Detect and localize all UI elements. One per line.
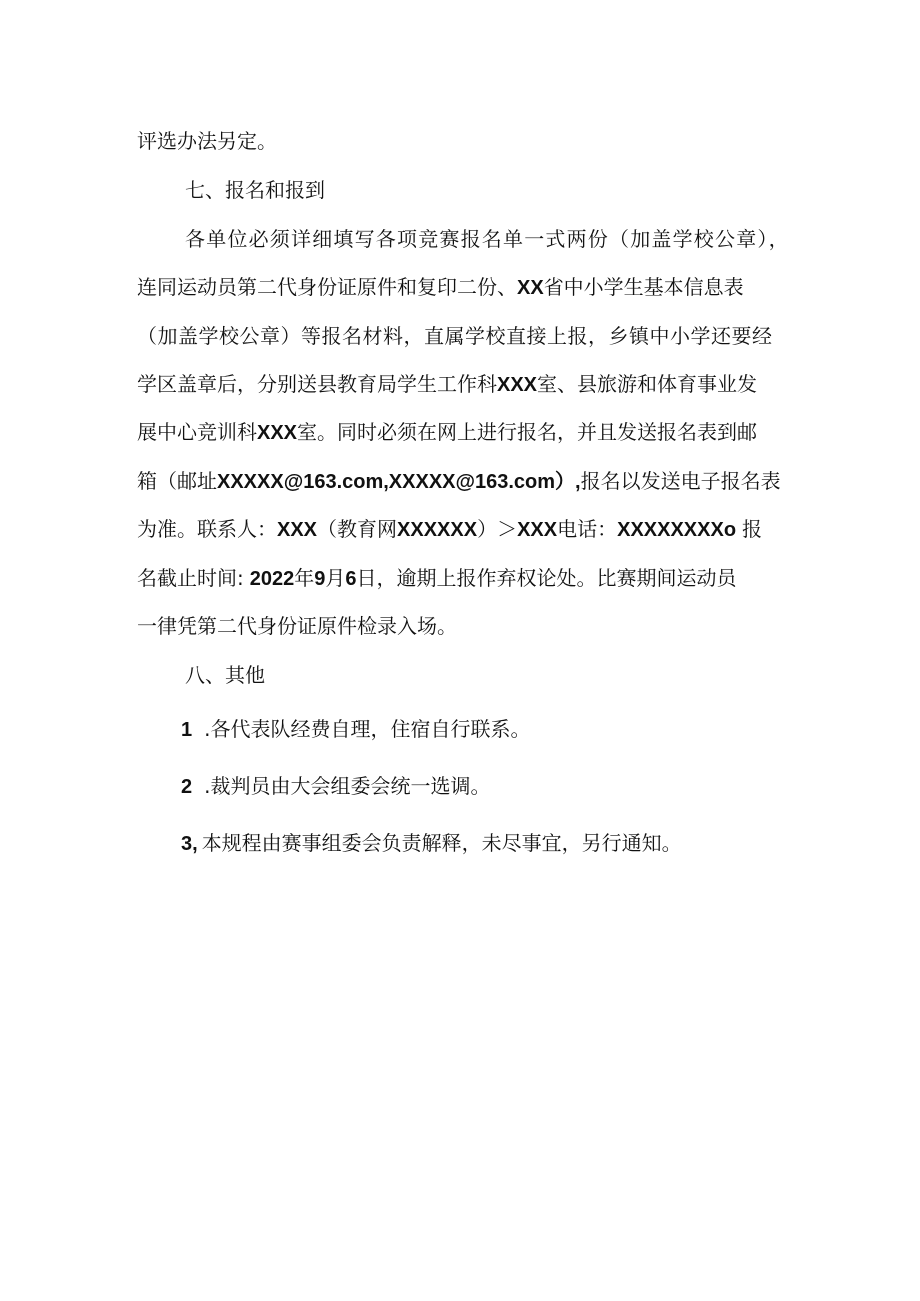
item-number: 3, <box>181 833 198 855</box>
section-7-line-4 <box>137 370 920 399</box>
section-8-item-2 <box>181 772 920 801</box>
text-line: 一律凭第二代身份证原件检录入场。 <box>137 614 457 638</box>
placeholder-text: XXX <box>277 519 318 541</box>
text-run: 箱（邮址 <box>137 469 217 493</box>
item-text: .各代表队经费自理，住宿自行联系。 <box>204 717 531 741</box>
item-text: .裁判员由大会组委会统一选调。 <box>204 774 491 798</box>
text-run: ）＞ <box>477 517 518 541</box>
section-8-item-1 <box>181 715 920 744</box>
placeholder-text: XXX <box>497 374 538 396</box>
section-7-line-5 <box>137 418 920 447</box>
section-7-line-8 <box>137 564 920 593</box>
placeholder-text: XXX <box>257 422 298 444</box>
month-text: 9 <box>314 568 326 590</box>
text-run: 室。同时必须在网上进行报名，并且发送报名表到邮 <box>297 420 758 444</box>
section-7-line-1 <box>185 225 920 253</box>
item-number: 2 <box>181 776 193 798</box>
text-run: 月 <box>325 566 346 590</box>
placeholder-text: XXXXXX <box>397 519 478 541</box>
text-run: 日，逾期上报作弃权论处。比赛期间运动员 <box>356 566 737 590</box>
day-text: 6 <box>345 568 357 590</box>
heading-text: 七、报名和报到 <box>185 178 325 202</box>
section-7-line-7 <box>137 515 920 544</box>
text-run: 电话： <box>557 517 618 541</box>
text-line: 评选办法另定。 <box>137 129 277 153</box>
text-run: 展中心竞训科 <box>137 420 257 444</box>
section-7-line-9 <box>137 612 920 640</box>
text-run: 为准。联系人： <box>137 517 277 541</box>
item-number: 1 <box>181 719 193 741</box>
text-run: 连同运动员第二代身份证原件和复印二份、 <box>137 275 517 299</box>
text-line: 各单位必须详细填写各项竞赛报名单一式两份（加盖学校公章）， <box>185 227 790 251</box>
text-run: 报 <box>742 517 763 541</box>
placeholder-text: XX <box>517 277 544 299</box>
text-run: 学区盖章后，分别送县教育局学生工作科 <box>137 372 497 396</box>
text-run: 年 <box>294 566 315 590</box>
section-7-heading <box>185 176 920 204</box>
email-text: XXXXX@163.com,XXXXX@163.com）, <box>217 471 581 493</box>
text-line: （加盖学校公章）等报名材料，直属学校直接上报，乡镇中小学还要经 <box>137 324 773 348</box>
text-run: （教育网 <box>317 517 398 541</box>
text-run: 名截止时间: <box>137 566 244 590</box>
section-7-line-6 <box>137 467 920 496</box>
item-text: 本规程由赛事组委会负责解释，未尽事宜，另行通知。 <box>201 831 682 855</box>
section-7-line-2 <box>137 273 920 302</box>
text-run: 省中小学生基本信息表 <box>543 275 744 299</box>
phone-text: XXXXXXXXo <box>617 519 737 541</box>
year-text: 2022 <box>249 568 295 590</box>
text-run: 室、县旅游和体育事业发 <box>537 372 758 396</box>
placeholder-text: XXX <box>517 519 558 541</box>
section-7-line-3 <box>137 322 920 350</box>
section-8-heading <box>185 661 920 689</box>
section-8-item-3 <box>181 829 920 858</box>
previous-paragraph-end <box>137 127 920 155</box>
heading-text: 八、其他 <box>185 663 265 687</box>
text-run: 报名以发送电子报名表 <box>580 469 781 493</box>
